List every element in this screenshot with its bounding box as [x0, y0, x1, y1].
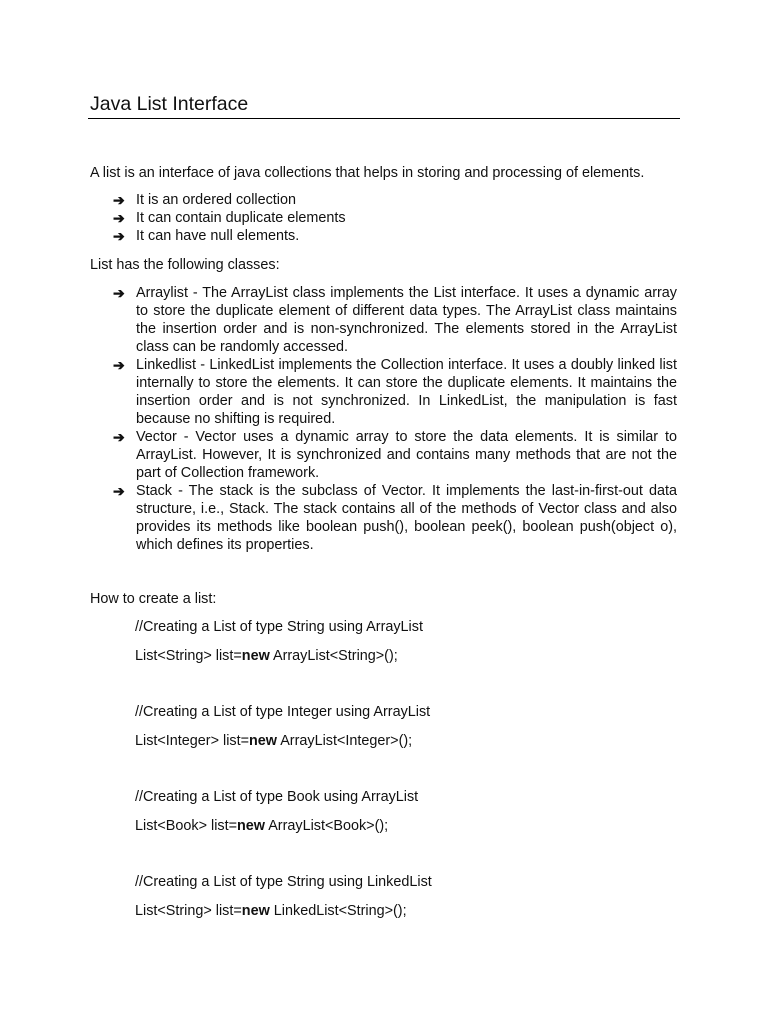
code-line: List<Integer> list=new ArrayList<Integer>(); [135, 733, 413, 749]
title-underline [88, 118, 680, 119]
list-item: ➔ Arraylist - The ArrayList class implements the List interface. It uses a dynamic array to store the duplicate element of different data types. The ArrayList class maintains the insertion order and is non-synchronized. The elements stored in the ArrayList class can be randomly accessed. [113, 285, 677, 355]
create-heading: How to create a list: [90, 591, 217, 607]
arrow-icon: ➔ [113, 192, 125, 208]
features-list [113, 191, 677, 245]
page-title: Java List Interface [90, 93, 249, 115]
arrow-icon: ➔ [113, 483, 125, 499]
code-comment: //Creating a List of type Book using ArrayList [135, 789, 419, 805]
code-line: List<String> list=new LinkedList<String>(); [135, 903, 407, 919]
list-item: ➔ Stack - The stack is the subclass of Vector. It implements the last-in-first-out data structure, i.e., Stack. The stack contains all of the methods of Vector class and also provides its methods like boolean push(), boolean peek(), boolean push(object o), which defines its properties. [113, 483, 677, 553]
code-line: List<String> list=new ArrayList<String>(); [135, 648, 398, 664]
list-item: ➔ It can contain duplicate elements [113, 210, 346, 226]
list-item: ➔ It can have null elements. [113, 228, 300, 244]
arrow-icon: ➔ [113, 285, 125, 301]
classes-list [113, 284, 677, 554]
arrow-icon: ➔ [113, 429, 125, 445]
intro-paragraph: A list is an interface of java collections that helps in storing and processing of elements. [90, 165, 645, 181]
arrow-icon: ➔ [113, 357, 125, 373]
code-comment: //Creating a List of type Integer using ArrayList [135, 704, 431, 720]
code-comment: //Creating a List of type String using ArrayList [135, 619, 423, 635]
code-comment: //Creating a List of type String using LinkedList [135, 874, 432, 890]
list-item: ➔ Linkedlist - LinkedList implements the Collection interface. It uses a doubly linked list internally to store the elements. It can store the duplicate elements. It maintains the insertion order and is not synchronized. In LinkedList, the manipulation is fast because no shifting is required. [113, 357, 677, 427]
code-line: List<Book> list=new ArrayList<Book>(); [135, 818, 389, 834]
arrow-icon: ➔ [113, 210, 125, 226]
arrow-icon: ➔ [113, 228, 125, 244]
list-item: ➔ It is an ordered collection [113, 192, 296, 208]
classes-heading: List has the following classes: [90, 257, 280, 273]
list-item: ➔ Vector - Vector uses a dynamic array to store the data elements. It is similar to ArrayList. However, It is synchronized and contains many methods that are not the part of Collection framework. [113, 429, 677, 481]
